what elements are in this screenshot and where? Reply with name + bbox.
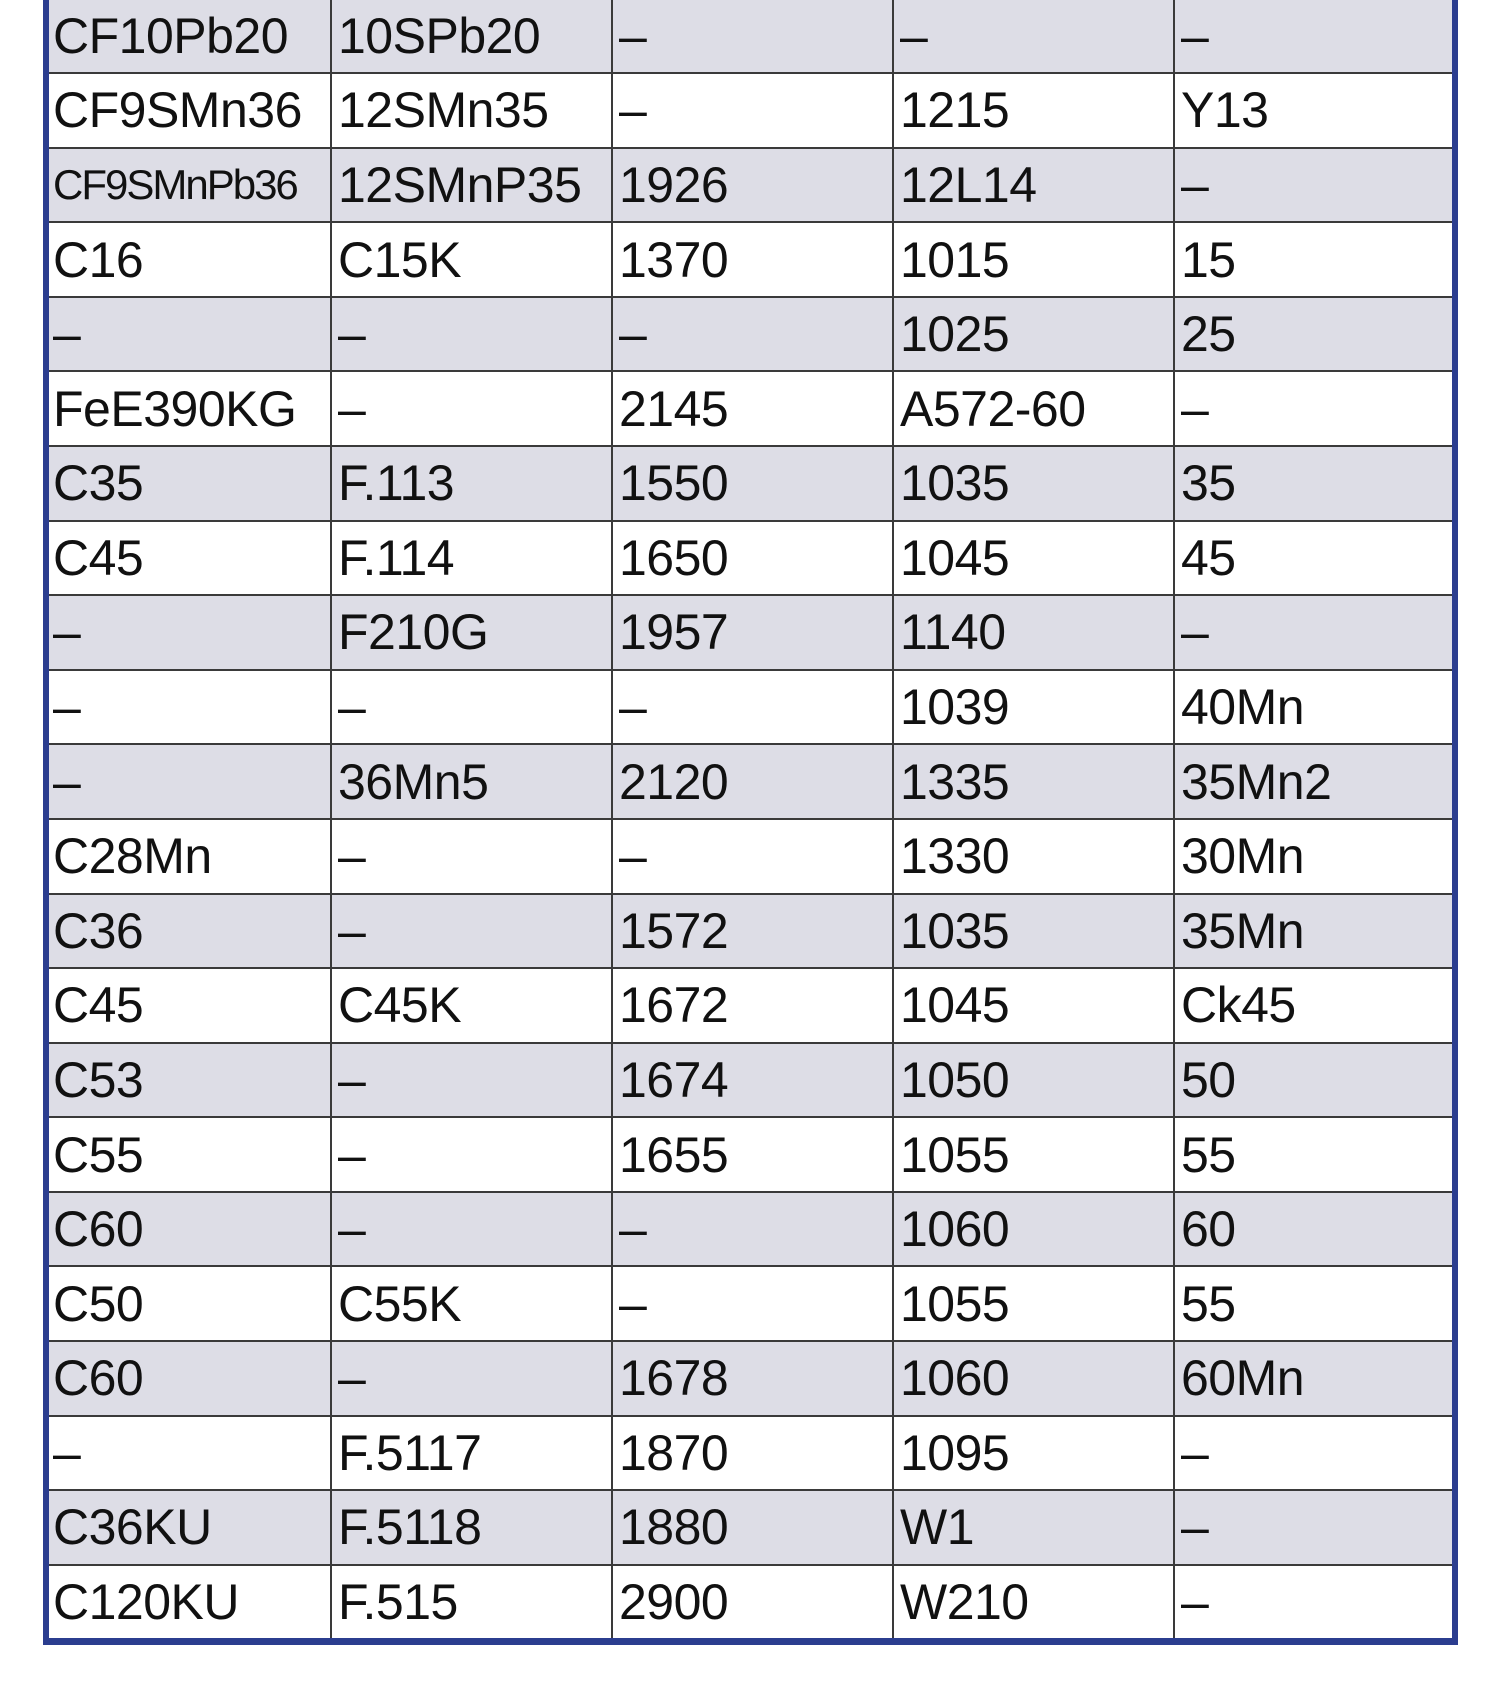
table-cell: – (331, 371, 612, 446)
table-cell: – (612, 819, 893, 894)
table-cell: 12SMn35 (331, 73, 612, 148)
table-cell: C45 (49, 521, 331, 596)
table-cell: 1050 (893, 1043, 1174, 1118)
table-cell: 1025 (893, 297, 1174, 372)
table-cell: 25 (1174, 297, 1452, 372)
table-cell: – (1174, 371, 1452, 446)
table-cell: W210 (893, 1565, 1174, 1638)
table-cell: FeE390KG (49, 371, 331, 446)
table-cell: 1370 (612, 222, 893, 297)
table-cell: – (612, 670, 893, 745)
table-cell: 35Mn2 (1174, 744, 1452, 819)
table-cell: 1957 (612, 595, 893, 670)
table-cell: – (49, 595, 331, 670)
table-cell: – (1174, 1565, 1452, 1638)
table-cell: Y13 (1174, 73, 1452, 148)
table-cell: – (612, 73, 893, 148)
table-row (49, 148, 1452, 223)
table-cell: C53 (49, 1043, 331, 1118)
table-cell: – (331, 1192, 612, 1267)
table-cell: 15 (1174, 222, 1452, 297)
table-row (49, 1043, 1452, 1118)
table-cell: C50 (49, 1266, 331, 1341)
table-row (49, 297, 1452, 372)
steel-grade-table-frame (43, 0, 1458, 1645)
table-cell: 35 (1174, 446, 1452, 521)
table-cell: A572-60 (893, 371, 1174, 446)
table-row (49, 819, 1452, 894)
table-cell: F.515 (331, 1565, 612, 1638)
table-cell: 55 (1174, 1117, 1452, 1192)
table-cell: 1035 (893, 894, 1174, 969)
table-row (49, 222, 1452, 297)
table-cell: F.113 (331, 446, 612, 521)
table-cell: 45 (1174, 521, 1452, 596)
table-row (49, 968, 1452, 1043)
table-cell: – (331, 819, 612, 894)
table-cell: 1215 (893, 73, 1174, 148)
table-cell: 1655 (612, 1117, 893, 1192)
table-cell: CF10Pb20 (49, 0, 331, 73)
table-row (49, 521, 1452, 596)
table-row (49, 1416, 1452, 1491)
table-cell: – (1174, 0, 1452, 73)
table-cell: – (49, 670, 331, 745)
table-cell: C60 (49, 1192, 331, 1267)
table-cell: 1055 (893, 1117, 1174, 1192)
table-cell: – (331, 1117, 612, 1192)
table-cell: C55 (49, 1117, 331, 1192)
table-cell: 1926 (612, 148, 893, 223)
table-cell: C28Mn (49, 819, 331, 894)
table-cell: – (1174, 1490, 1452, 1565)
table-cell: 30Mn (1174, 819, 1452, 894)
table-cell: 60Mn (1174, 1341, 1452, 1416)
table-cell: F210G (331, 595, 612, 670)
table-cell: 2900 (612, 1565, 893, 1638)
table-cell: 1055 (893, 1266, 1174, 1341)
table-cell: 12L14 (893, 148, 1174, 223)
table-cell: – (331, 1043, 612, 1118)
table-cell: – (49, 1416, 331, 1491)
table-cell: F.5118 (331, 1490, 612, 1565)
table-cell: 1060 (893, 1341, 1174, 1416)
table-row (49, 1341, 1452, 1416)
table-cell: C55K (331, 1266, 612, 1341)
table-cell: 10SPb20 (331, 0, 612, 73)
table-cell: CF9SMn36 (49, 73, 331, 148)
table-cell: 1140 (893, 595, 1174, 670)
table-cell: 1335 (893, 744, 1174, 819)
table-row (49, 371, 1452, 446)
table-cell: 1045 (893, 521, 1174, 596)
table-cell: – (331, 894, 612, 969)
table-cell: 1880 (612, 1490, 893, 1565)
table-cell: 1550 (612, 446, 893, 521)
table-cell: 1572 (612, 894, 893, 969)
table-row (49, 446, 1452, 521)
table-row (49, 744, 1452, 819)
table-row (49, 1266, 1452, 1341)
table-cell: 60 (1174, 1192, 1452, 1267)
table-cell: – (612, 1266, 893, 1341)
table-cell: 1015 (893, 222, 1174, 297)
table-cell: 1650 (612, 521, 893, 596)
table-row (49, 595, 1452, 670)
table-cell: – (612, 297, 893, 372)
table-cell: 1095 (893, 1416, 1174, 1491)
table-cell: 1035 (893, 446, 1174, 521)
table-cell: 2145 (612, 371, 893, 446)
table-cell: 1870 (612, 1416, 893, 1491)
table-cell: C16 (49, 222, 331, 297)
table-cell: 1045 (893, 968, 1174, 1043)
table-cell: C36KU (49, 1490, 331, 1565)
table-cell: – (331, 670, 612, 745)
table-cell: C45 (49, 968, 331, 1043)
table-cell: 1060 (893, 1192, 1174, 1267)
table-cell: CF9SMnPb36 (49, 148, 331, 223)
table-cell: – (1174, 1416, 1452, 1491)
table-row (49, 1565, 1452, 1638)
table-cell: 1672 (612, 968, 893, 1043)
table-cell: 55 (1174, 1266, 1452, 1341)
table-cell: Ck45 (1174, 968, 1452, 1043)
table-row (49, 670, 1452, 745)
table-cell: – (612, 0, 893, 73)
table-cell: 40Mn (1174, 670, 1452, 745)
table-cell: – (1174, 148, 1452, 223)
table-cell: C60 (49, 1341, 331, 1416)
table-row (49, 1192, 1452, 1267)
table-cell: – (49, 297, 331, 372)
table-cell: 12SMnP35 (331, 148, 612, 223)
table-cell: – (612, 1192, 893, 1267)
table-row (49, 73, 1452, 148)
table-cell: 2120 (612, 744, 893, 819)
table-cell: F.5117 (331, 1416, 612, 1491)
table-row (49, 1490, 1452, 1565)
table-cell: C45K (331, 968, 612, 1043)
table-cell: C35 (49, 446, 331, 521)
table-body (49, 0, 1452, 1638)
table-cell: 1330 (893, 819, 1174, 894)
table-cell: 35Mn (1174, 894, 1452, 969)
table-cell: W1 (893, 1490, 1174, 1565)
table-cell: – (893, 0, 1174, 73)
table-cell: C15K (331, 222, 612, 297)
table-cell: 36Mn5 (331, 744, 612, 819)
table-row (49, 1117, 1452, 1192)
table-cell: – (49, 744, 331, 819)
table-cell: C36 (49, 894, 331, 969)
table-row (49, 894, 1452, 969)
table-cell: 1039 (893, 670, 1174, 745)
table-cell: F.114 (331, 521, 612, 596)
table-cell: – (331, 1341, 612, 1416)
table-cell: – (331, 297, 612, 372)
table-row (49, 0, 1452, 73)
table-cell: 50 (1174, 1043, 1452, 1118)
table-cell: 1678 (612, 1341, 893, 1416)
table-cell: C120KU (49, 1565, 331, 1638)
table-cell: – (1174, 595, 1452, 670)
table-cell: 1674 (612, 1043, 893, 1118)
steel-grade-table (49, 0, 1452, 1638)
